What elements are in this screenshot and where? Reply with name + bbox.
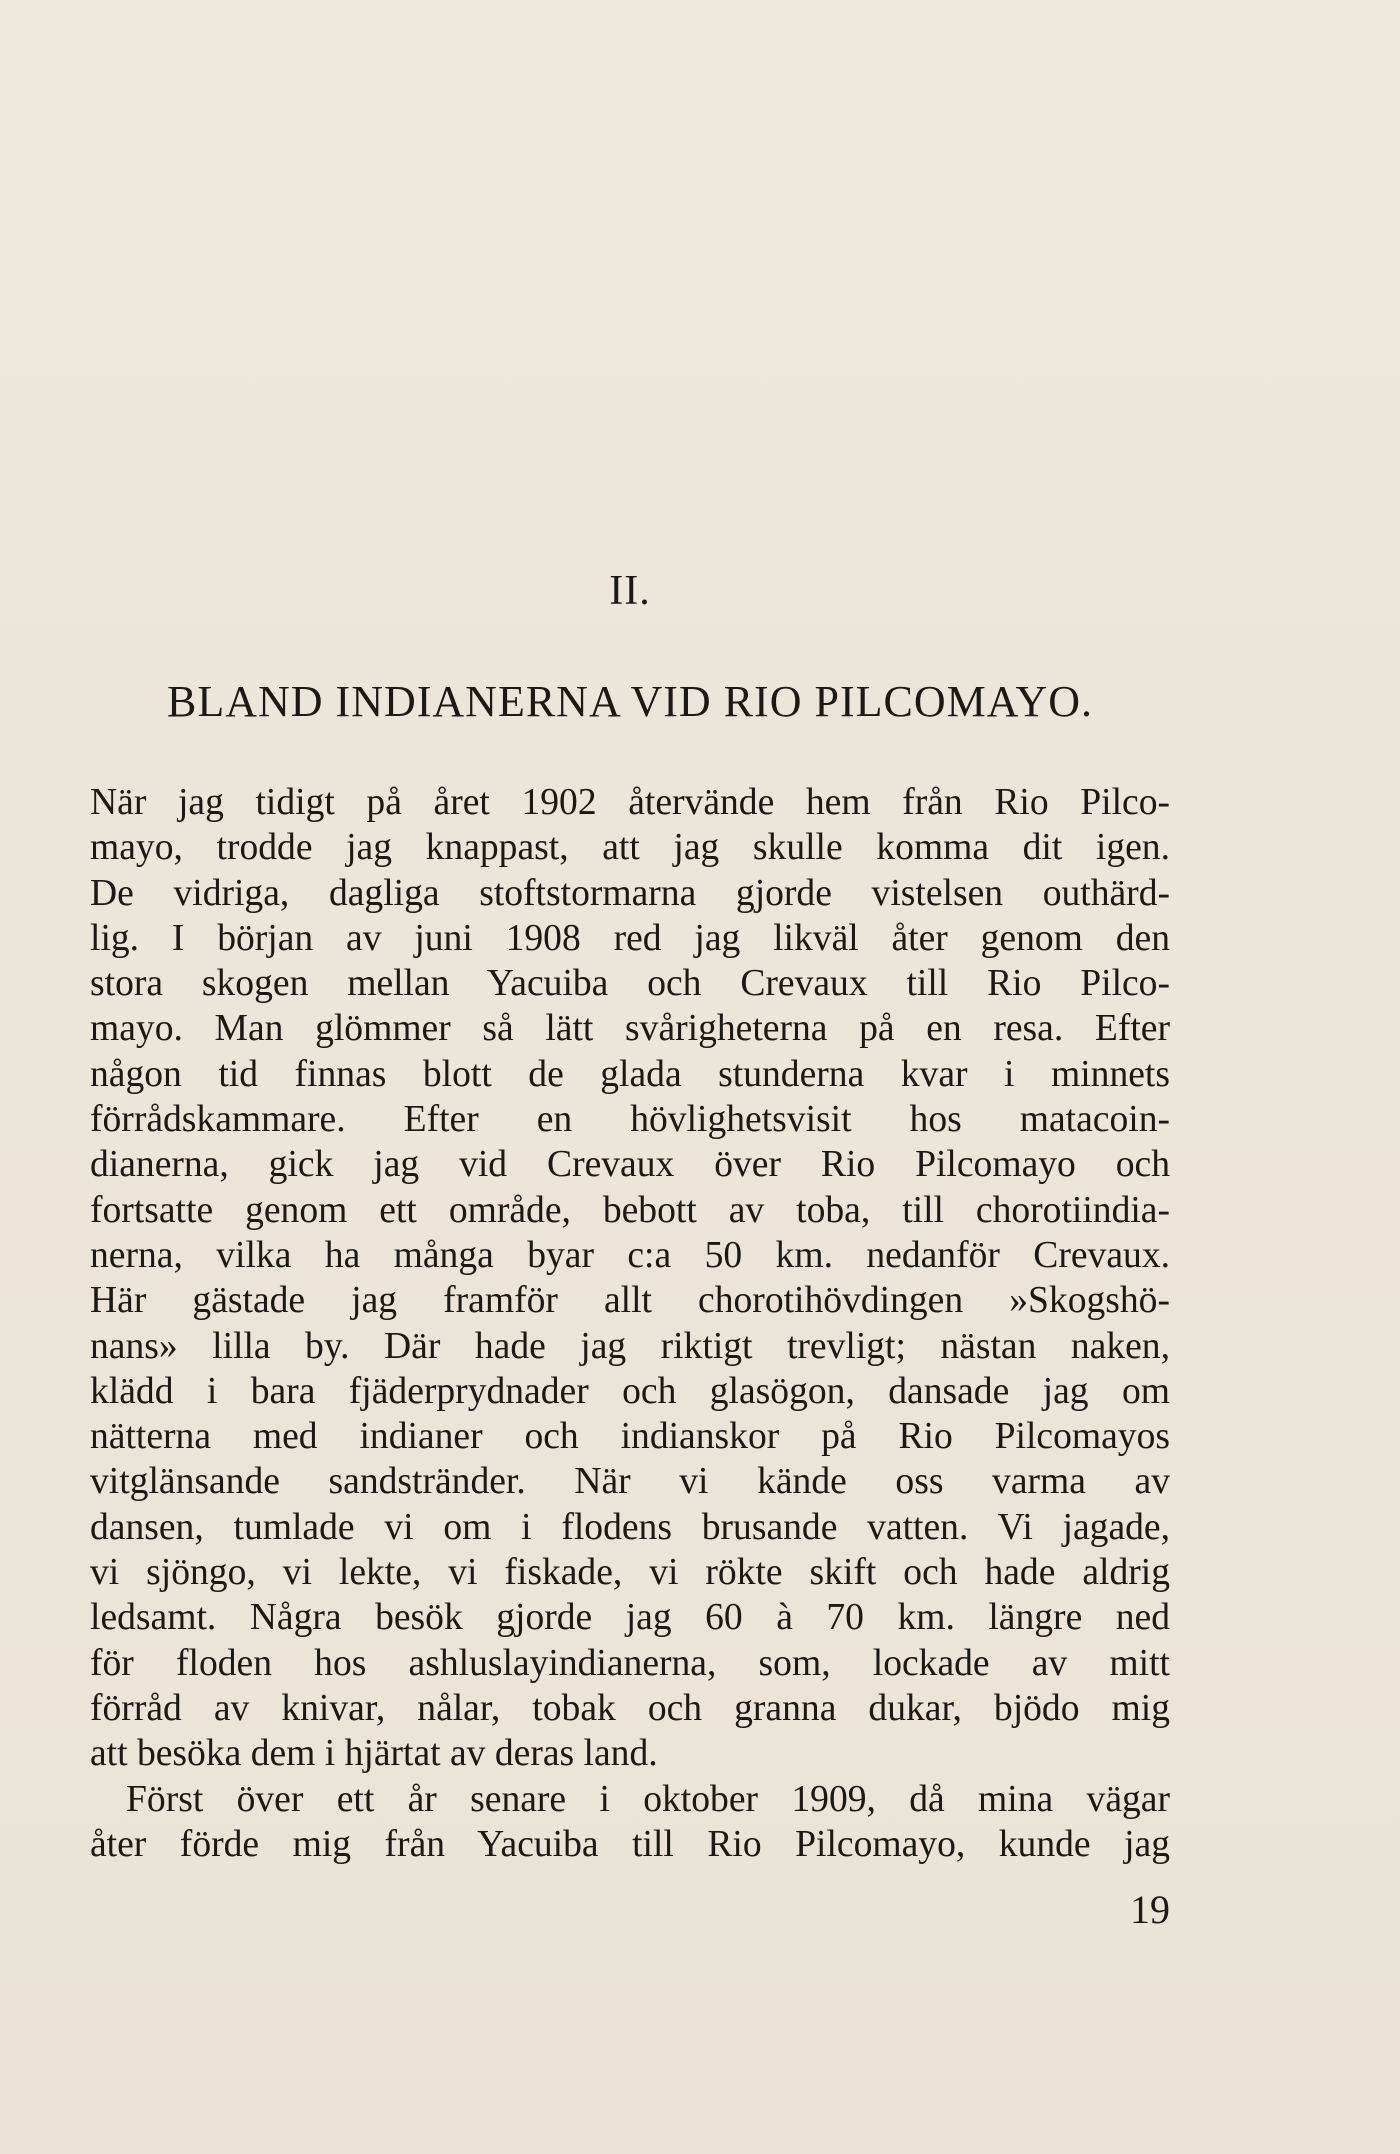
text-line: fortsatte genom ett område, bebott av toba, till chorotiindia- <box>90 1189 1170 1231</box>
text-line: för floden hos ashluslayindianerna, som, lockade av mitt <box>90 1642 1170 1684</box>
text-line: åter förde mig från Yacuiba till Rio Pilcomayo, kunde jag <box>90 1823 1170 1865</box>
text-line: mayo, trodde jag knappast, att jag skulle komma dit igen. <box>90 827 1170 869</box>
text-line: någon tid finnas blott de glada stunderna kvar i minnets <box>90 1053 1170 1095</box>
text-line: förrådskammare. Efter en hövlighetsvisit hos matacoin- <box>90 1099 1170 1141</box>
text-line: dianerna, gick jag vid Crevaux över Rio Pilcomayo och <box>90 1144 1170 1186</box>
paragraph-1 <box>90 780 1170 1777</box>
text-line: nans» lilla by. Där hade jag riktigt trevligt; nästan naken, <box>90 1325 1170 1367</box>
text-line: nerna, vilka ha många byar c:a 50 km. nedanför Crevaux. <box>90 1234 1170 1276</box>
text-line: När jag tidigt på året 1902 återvände hem från Rio Pilco- <box>90 782 1170 823</box>
text-line: förråd av knivar, nålar, tobak och granna dukar, bjödo mig <box>90 1687 1170 1729</box>
chapter-title: BLAND INDIANERNA VID RIO PILCOMAYO. <box>166 677 1094 726</box>
text-line: Först över ett år senare i oktober 1909, då mina vägar <box>126 1778 1170 1820</box>
body-text <box>90 780 1170 1867</box>
text-line: vi sjöngo, vi lekte, vi fiskade, vi rökte skift och hade aldrig <box>90 1552 1170 1594</box>
page-number: 19 <box>1130 1887 1170 1932</box>
text-line: stora skogen mellan Yacuiba och Crevaux till Rio Pilco- <box>90 963 1170 1005</box>
text-line: mayo. Man glömmer så lätt svårigheterna på en resa. Efter <box>90 1008 1170 1050</box>
text-line: vitglänsande sandstränder. När vi kände oss varma av <box>90 1461 1170 1503</box>
paragraph-2 <box>90 1777 1170 1868</box>
text-line: Här gästade jag framför allt chorotihövdingen »Skogshö- <box>90 1280 1170 1322</box>
text-line: lig. I början av juni 1908 red jag likväl åter genom den <box>90 917 1170 959</box>
text-line: ledsamt. Några besök gjorde jag 60 à 70 km. längre ned <box>90 1597 1170 1639</box>
text-line: De vidriga, dagliga stoftstormarna gjorde vistelsen outhärd- <box>90 872 1170 914</box>
text-line: dansen, tumlade vi om i flodens brusande vatten. Vi jagade, <box>90 1506 1170 1548</box>
text-line: att besöka dem i hjärtat av deras land. <box>90 1733 658 1775</box>
text-line: nätterna med indianer och indianskor på Rio Pilcomayos <box>90 1416 1170 1458</box>
chapter-number: II. <box>609 568 651 614</box>
text-line: klädd i bara fjäderprydnader och glasögon, dansade jag om <box>90 1370 1170 1412</box>
